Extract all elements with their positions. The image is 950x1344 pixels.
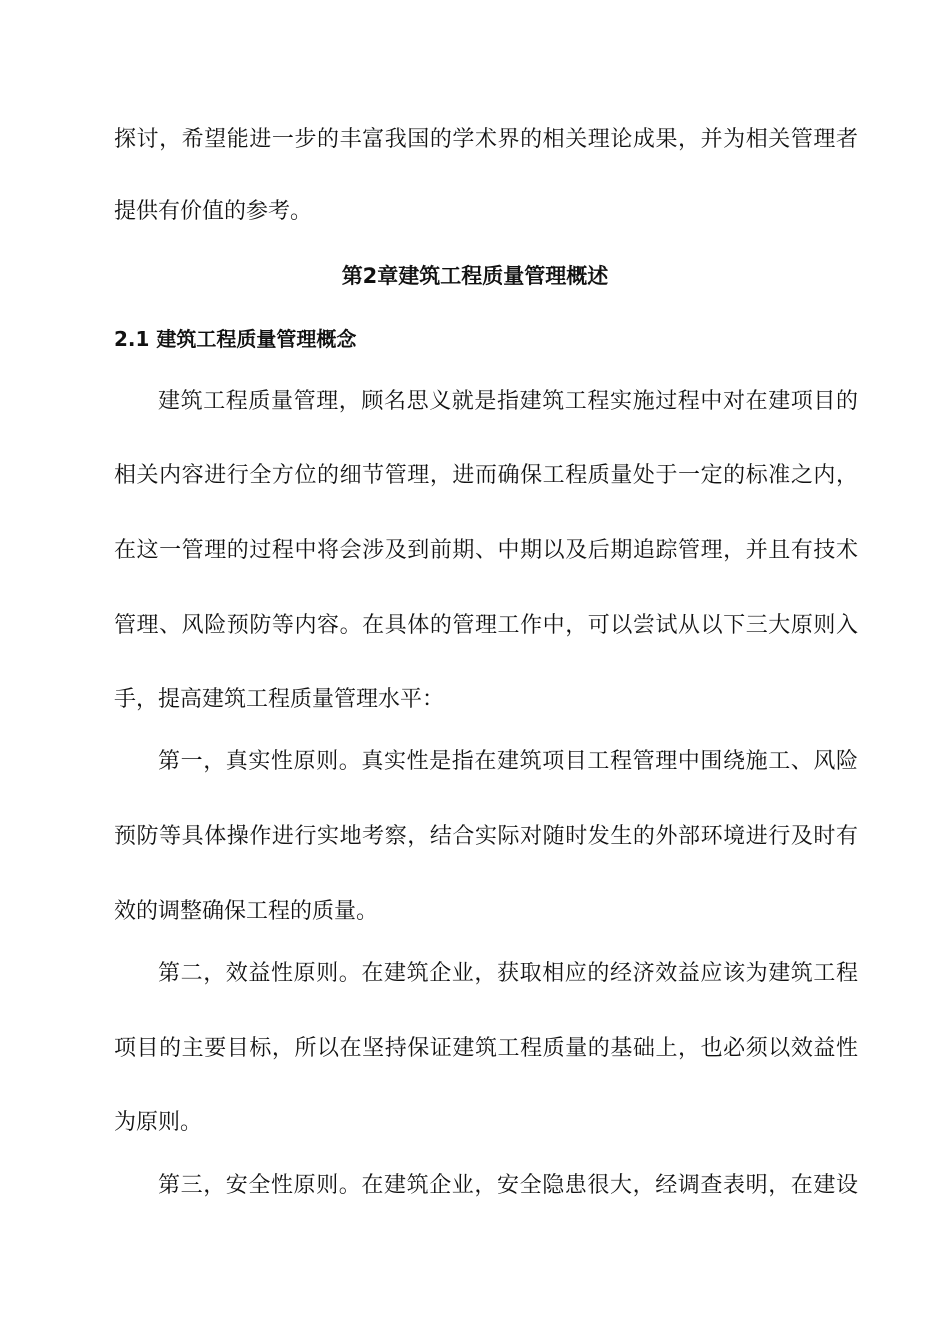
para1-line-4: 管理、风险预防等内容。在具体的管理工作中，可以尝试从以下三大原则入	[114, 613, 858, 638]
chapter-heading: 第2章建筑工程质量管理概述	[341, 264, 609, 288]
intro-line-1: 探讨，希望能进一步的丰富我国的学术界的相关理论成果，并为相关管理者	[114, 127, 858, 152]
para1-line-5: 手，提高建筑工程质量管理水平：	[114, 687, 445, 712]
section-heading: 2.1 建筑工程质量管理概念	[114, 327, 357, 351]
para3-line-2: 项目的主要目标，所以在坚持保证建筑工程质量的基础上，也必须以效益性	[114, 1036, 858, 1061]
para3-line-3: 为原则。	[114, 1110, 203, 1135]
para2-line-2: 预防等具体操作进行实地考察，结合实际对随时发生的外部环境进行及时有	[114, 824, 858, 849]
para4-line-1: 第三，安全性原则。在建筑企业，安全隐患很大，经调查表明，在建设	[158, 1173, 858, 1198]
para1-line-1: 建筑工程质量管理，顾名思义就是指建筑工程实施过程中对在建项目的	[158, 389, 858, 414]
para3-line-1: 第二，效益性原则。在建筑企业，获取相应的经济效益应该为建筑工程	[158, 961, 858, 986]
intro-line-2: 提供有价值的参考。	[114, 199, 313, 224]
para1-line-2: 相关内容进行全方位的细节管理，进而确保工程质量处于一定的标准之内，	[114, 463, 858, 488]
para2-line-3: 效的调整确保工程的质量。	[114, 899, 379, 924]
para1-line-3: 在这一管理的过程中将会涉及到前期、中期以及后期追踪管理，并且有技术	[114, 538, 858, 563]
para2-line-1: 第一，真实性原则。真实性是指在建筑项目工程管理中围绕施工、风险	[158, 749, 858, 774]
